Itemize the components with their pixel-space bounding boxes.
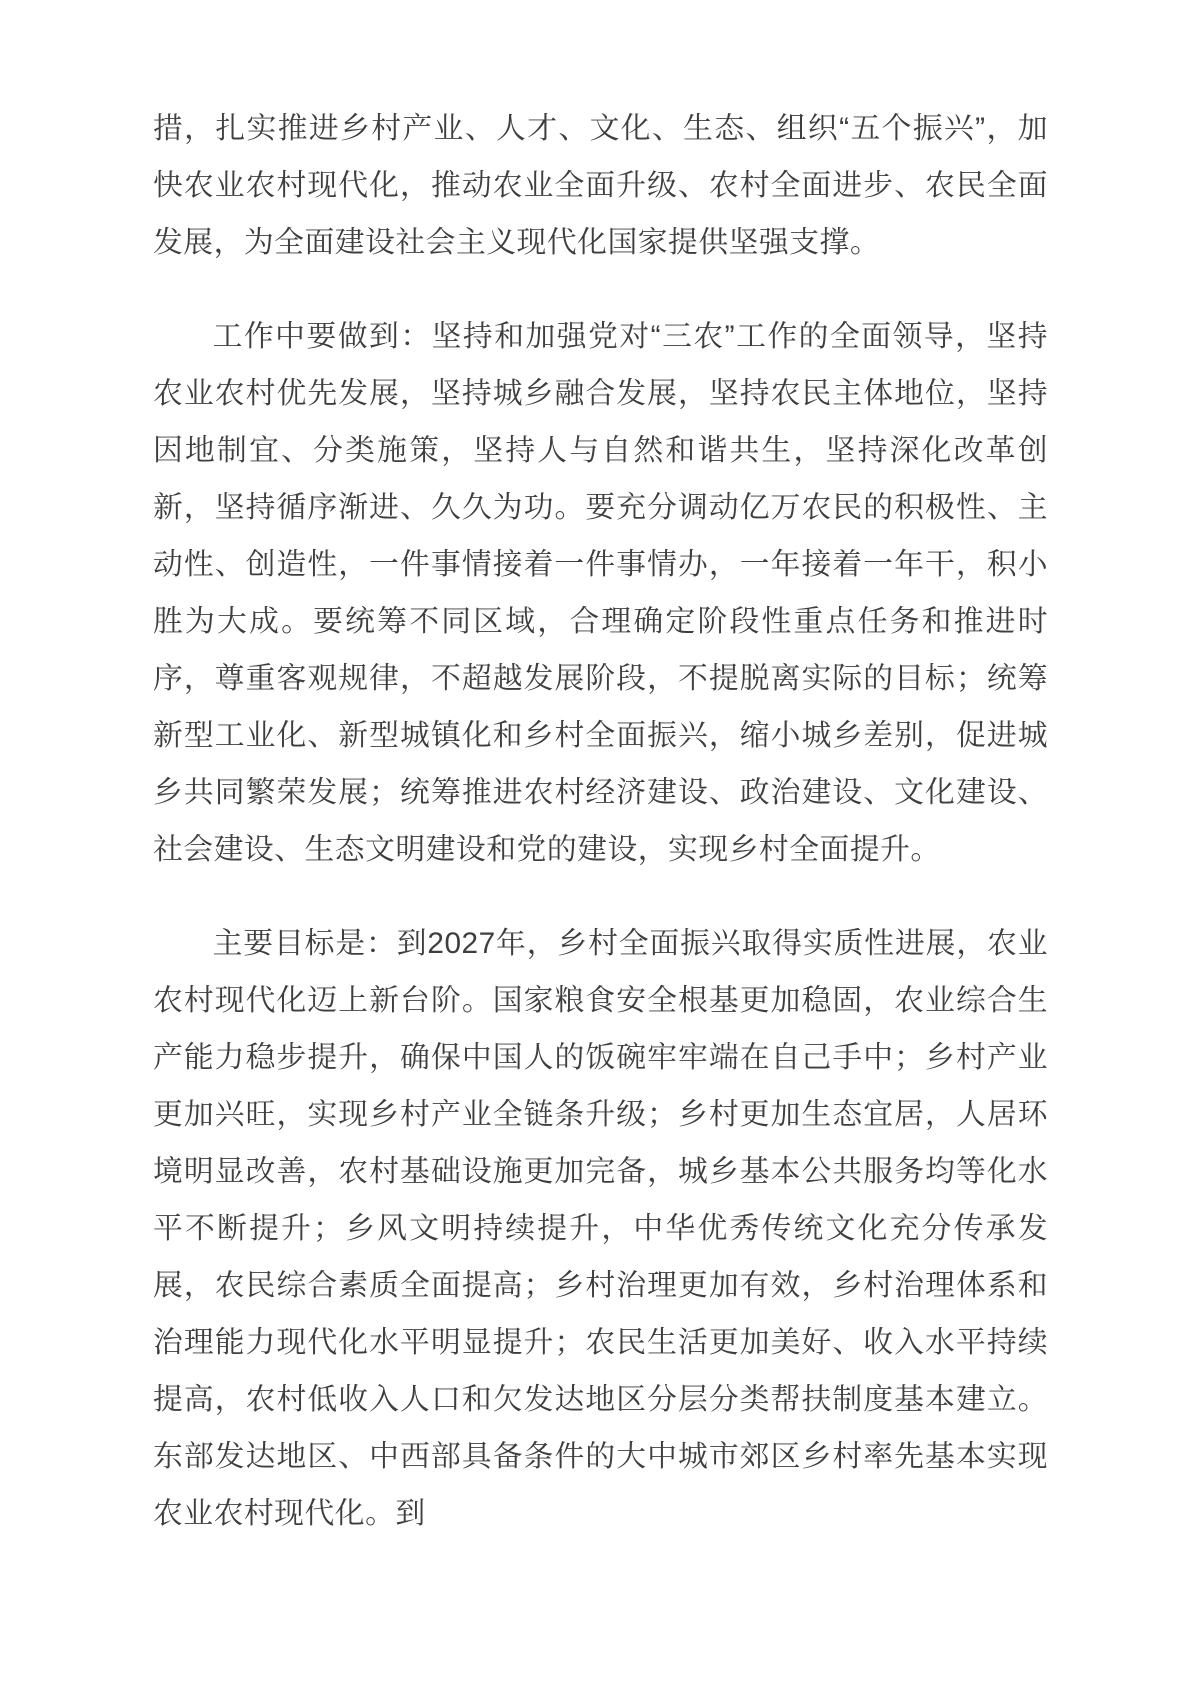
document-text-block: [153, 100, 1048, 1579]
paragraph-main-goals: 主要目标是：到2027年，乡村全面振兴取得实质性进展，农业农村现代化迈上新台阶。国家粮食安全根基更加稳固，农业综合生产能力稳步提升，确保中国人的饭碗牢牢端在自己手中；乡村产业更加兴旺，实现乡村产业全链条升级；乡村更加生态宜居，人居环境明显改善，农村基础设施更加完备，城乡基本公共服务均等化水平不断提升；乡风文明持续提升，中华优秀传统文化充分传承发展，农民综合素质全面提高；乡村治理更加有效，乡村治理体系和治理能力现代化水平明显提升；农民生活更加美好、收入水平持续提高，农村低收入人口和欠发达地区分层分类帮扶制度基本建立。东部发达地区、中西部具备条件的大中城市郊区乡村率先基本实现农业农村现代化。到: [153, 927, 1048, 1530]
paragraph-work-principles: 工作中要做到：坚持和加强党对“三农”工作的全面领导，坚持农业农村优先发展，坚持城乡融合发展，坚持农民主体地位，坚持因地制宜、分类施策，坚持人与自然和谐共生，坚持深化改革创新，坚持循序渐进、久久为功。要充分调动亿万农民的积极性、主动性、创造性，一件事情接着一件事情办，一年接着一年干，积小胜为大成。要统筹不同区域，合理确定阶段性重点任务和推进时序，尊重客观规律，不超越发展阶段，不提脱离实际的目标；统筹新型工业化、新型城镇化和乡村全面振兴，缩小城乡差别，促进城乡共同繁荣发展；统筹推进农村经济建设、政治建设、文化建设、社会建设、生态文明建设和党的建设，实现乡村全面提升。: [153, 320, 1048, 866]
paragraph-continuation: 措，扎实推进乡村产业、人才、文化、生态、组织“五个振兴”，加快农业农村现代化，推动农业全面升级、农村全面进步、农民全面发展，为全面建设社会主义现代化国家提供坚强支撑。: [153, 112, 1048, 259]
